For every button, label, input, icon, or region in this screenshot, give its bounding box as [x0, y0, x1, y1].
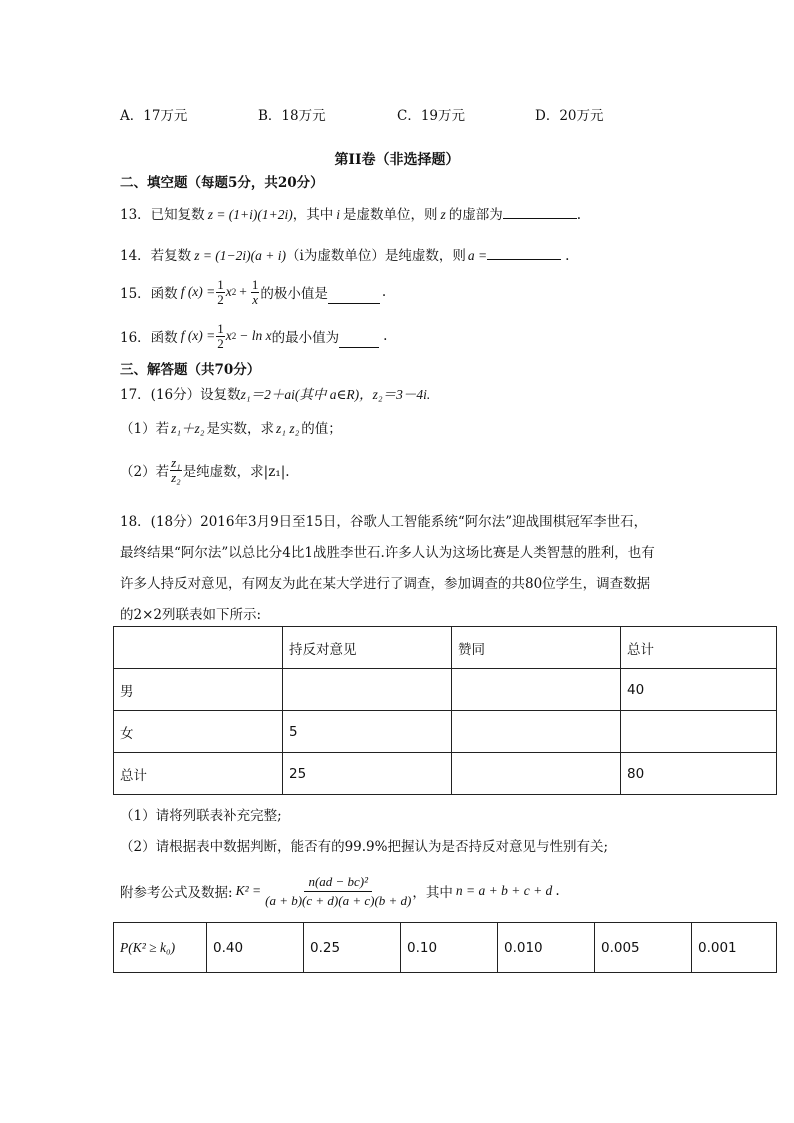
table-cell: 0.005: [595, 923, 692, 973]
table-cell: 0.010: [498, 923, 595, 973]
table-row: [114, 753, 777, 795]
q14-text: （i为虚数单位）是纯虚数，则: [286, 248, 466, 264]
q13-label: 13．已知复数: [120, 207, 205, 223]
q15-frac1-num: 1: [217, 276, 224, 292]
section-fill-in-heading: 二、填空题（每题5分，共20分）: [120, 175, 324, 191]
q14-answer-blank[interactable]: [487, 247, 561, 260]
q15-exponent: 2: [231, 287, 237, 297]
q13-answer-blank[interactable]: [503, 206, 577, 219]
table-header-cell: 赞同: [452, 627, 621, 669]
question-13: [120, 203, 581, 223]
table-cell: 女: [114, 711, 283, 753]
q17-p1-text: 是实数，求: [206, 421, 274, 437]
formula-denominator: (a + b)(c + d)(a + c)(b + d): [265, 892, 412, 908]
table-cell: 0.10: [401, 923, 498, 973]
question-17: [120, 383, 430, 403]
contingency-table: [113, 626, 777, 795]
q15-answer-blank[interactable]: [328, 291, 380, 304]
q16-answer-blank[interactable]: [339, 335, 379, 348]
q15-plus: +: [239, 284, 247, 299]
table-cell: 男: [114, 669, 283, 711]
table-cell-label: P(K² ≥ k₀): [114, 923, 207, 973]
table-cell[interactable]: [283, 669, 452, 711]
q13-expression: z = (1+i)(1+2i): [207, 207, 293, 222]
q17-definition: z₁＝2＋ai(其中 a∈R)，z₂＝3－4i.: [240, 387, 431, 402]
formula-text: ，其中: [412, 885, 453, 901]
q16-ln-term: − ln x: [239, 328, 272, 343]
q13-text-3: 的虚部为: [448, 207, 503, 223]
question-15: [120, 270, 386, 314]
option-b: B．18万元: [258, 108, 326, 124]
table-cell: 总计: [114, 753, 283, 795]
table-header-cell: 持反对意见: [283, 627, 452, 669]
table-cell[interactable]: [452, 711, 621, 753]
table-cell: 0.001: [692, 923, 777, 973]
q16-exponent: 2: [231, 331, 237, 341]
formula-n: n = a + b + c + d: [455, 883, 553, 898]
question-16: [120, 314, 387, 358]
q15-fraction-half: [216, 278, 225, 307]
q15-frac2-den: x: [252, 291, 259, 307]
table-cell: 25: [283, 753, 452, 795]
q17-p2-num: z₁: [171, 454, 181, 470]
table-header-row: [114, 627, 777, 669]
formula-numerator: n(ad − bc)²: [304, 873, 372, 892]
q14-period: .: [565, 248, 570, 264]
formula-label: 附参考公式及数据:: [120, 885, 233, 901]
table-row: [114, 923, 777, 973]
q14-label: 14．若复数: [120, 248, 192, 264]
table-header-cell: 总计: [621, 627, 777, 669]
question-17-part-1: [120, 417, 342, 437]
table-row: [114, 711, 777, 753]
q18-sub-2: （2）请根据表中数据判断，能否有的99.9%把握认为是否持反对意见与性别有关;: [120, 839, 609, 855]
q18-line-4: 的2×2列联表如下所示:: [120, 607, 262, 623]
option-c: C．19万元: [397, 108, 466, 124]
q17-p1-end: 的值；: [301, 421, 342, 437]
q16-x: x: [225, 328, 232, 343]
q15-period: .: [381, 284, 387, 300]
q15-label: 15．函数: [120, 286, 178, 302]
q16-function: f (x) =: [180, 328, 216, 343]
reference-formula: [120, 866, 560, 916]
q17-label: 17．(16分）设复数: [120, 387, 241, 403]
question-17-part-2: [120, 448, 290, 492]
q16-frac-num: 1: [217, 320, 224, 336]
q16-text: 的最小值为: [271, 330, 340, 346]
q18-sub-1: （1）请将列联表补充完整;: [120, 808, 282, 824]
option-a: A．17万元: [120, 108, 188, 124]
q17-p2-label: （2）若: [120, 464, 170, 480]
q13-text: ，其中: [292, 207, 334, 223]
table-cell[interactable]: [452, 753, 621, 795]
q17-p1-expr: z₁＋z₂: [171, 421, 205, 436]
formula-lhs: K² =: [235, 883, 262, 898]
table-cell: 40: [621, 669, 777, 711]
probability-table: [113, 922, 777, 973]
table-row: [114, 669, 777, 711]
q15-text: 的极小值是: [260, 286, 328, 302]
q18-line-3: 许多人持反对意见，有网友为此在某大学进行了调查，参加调查的共80位学生，调查数据: [120, 576, 651, 592]
q13-i: i: [336, 207, 341, 222]
q15-fraction-recip: [251, 278, 260, 307]
question-14: [120, 244, 569, 264]
table-cell[interactable]: [452, 669, 621, 711]
table-header-cell: [114, 627, 283, 669]
q15-function: f (x) =: [180, 284, 216, 299]
q15-frac2-num: 1: [251, 276, 259, 292]
q15-x: x: [225, 284, 232, 299]
q14-a: a =: [467, 248, 488, 263]
q17-p2-text: 是纯虚数，求|z₁|.: [182, 464, 290, 480]
q13-z: z: [440, 207, 446, 222]
q16-fraction-half: [216, 322, 225, 351]
q17-p2-den: z₂: [171, 469, 181, 485]
q15-frac1-den: 2: [217, 291, 224, 307]
q14-expression: z = (1−2i)(a + i): [194, 248, 287, 263]
table-cell[interactable]: [621, 711, 777, 753]
table-cell: 80: [621, 753, 777, 795]
q17-p2-fraction: [170, 456, 182, 485]
option-d: D．20万元: [535, 108, 604, 124]
table-cell: 0.25: [304, 923, 401, 973]
q16-frac-den: 2: [217, 335, 224, 351]
table-cell: 0.40: [207, 923, 304, 973]
formula-fraction: [265, 873, 411, 910]
table-cell: 5: [283, 711, 452, 753]
q16-label: 16．函数: [120, 330, 178, 346]
section-solution-heading: 三、解答题（共70分）: [120, 362, 261, 378]
q18-line-1: 18．(18分）2016年3月9日至15日，谷歌人工智能系统“阿尔法”迎战围棋冠军李世石，: [120, 514, 648, 530]
q17-p1-label: （1）若: [120, 421, 170, 437]
q13-period: .: [576, 207, 582, 223]
q13-text-2: 是虚数单位，则: [343, 207, 438, 223]
formula-period: .: [555, 883, 560, 899]
q17-p1-expr2: z₁ z₂: [276, 421, 300, 436]
q16-period: .: [383, 328, 388, 344]
q18-line-2: 最终结果“阿尔法”以总比分4比1战胜李世石.许多人认为这场比赛是人类智慧的胜利，也有: [120, 545, 655, 561]
part-title: 第II卷（非选择题）: [334, 152, 460, 168]
